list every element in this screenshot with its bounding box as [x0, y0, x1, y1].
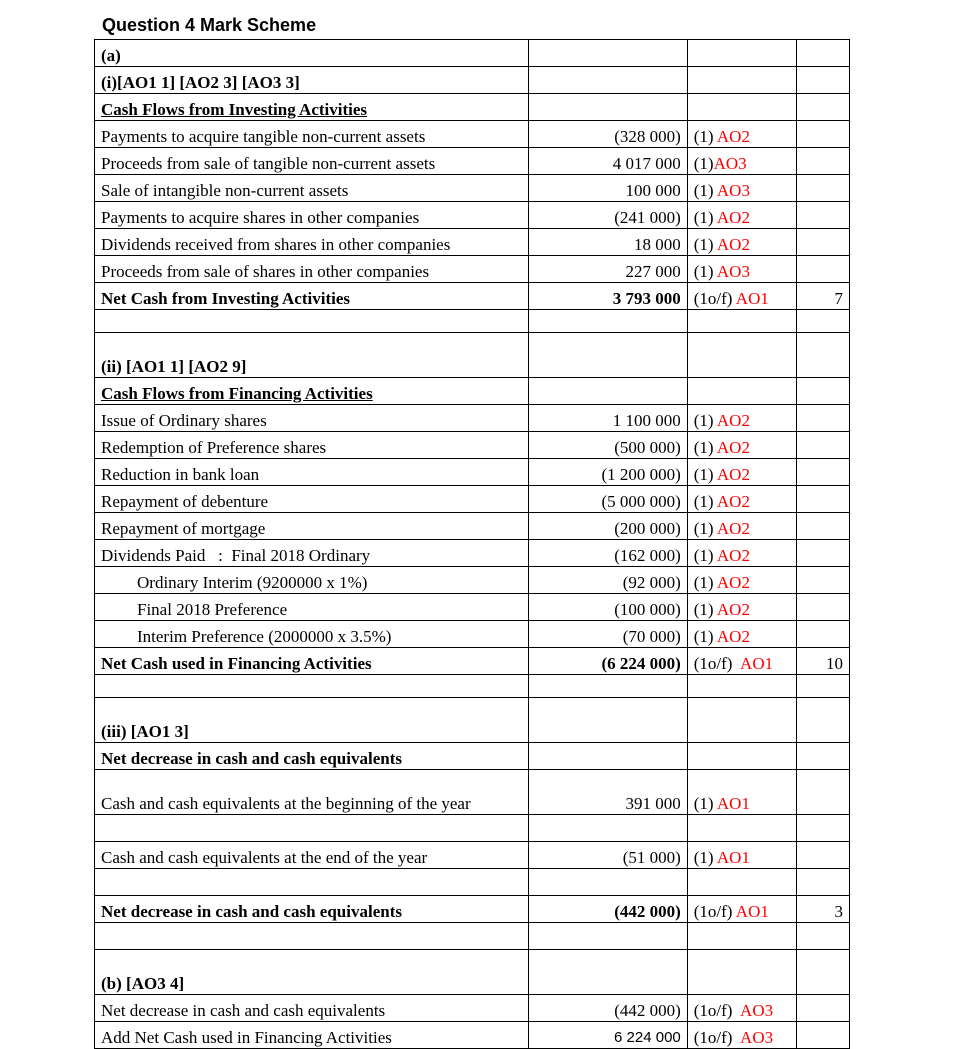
row-amount: 1 100 000	[528, 405, 687, 432]
row-label: Redemption of Preference shares	[95, 432, 529, 459]
ao-code: AO2	[716, 208, 750, 227]
spacer-row	[95, 923, 850, 950]
row-amount: 391 000	[528, 770, 687, 815]
row-label: Final 2018 Preference	[95, 594, 529, 621]
table-row	[95, 229, 850, 256]
total-mark: (1o/f) AO1	[687, 648, 796, 675]
row-label: Net decrease in cash and cash equivalents	[95, 995, 529, 1022]
ao-code: AO1	[740, 654, 774, 673]
section-i-heading-row	[95, 94, 850, 121]
row-mark: (1) AO2	[687, 121, 796, 148]
row-label: Reduction in bank loan	[95, 459, 529, 486]
row-mark: (1) AO2	[687, 513, 796, 540]
table-row	[95, 1022, 850, 1049]
row-mark: (1) AO2	[687, 594, 796, 621]
row-mark: (1o/f) AO3	[687, 995, 796, 1022]
spacer-row	[95, 310, 850, 333]
row-amount: (5 000 000)	[528, 486, 687, 513]
ao-code: AO3	[740, 1028, 774, 1047]
row-mark: (1o/f) AO3	[687, 1022, 796, 1049]
row-amount: 18 000	[528, 229, 687, 256]
table-row	[95, 842, 850, 869]
table-row	[95, 486, 850, 513]
ao-code: AO2	[716, 546, 750, 565]
ao-code: AO3	[740, 1001, 774, 1020]
table-row	[95, 770, 850, 815]
total-row	[95, 283, 850, 310]
ao-code: AO2	[716, 127, 750, 146]
section-ii-header-row	[95, 333, 850, 378]
section-iii-heading-row	[95, 743, 850, 770]
table-row	[95, 148, 850, 175]
section-marks: 10	[796, 648, 849, 675]
section-ii-heading: Cash Flows from Financing Activities	[95, 378, 529, 405]
row-mark: (1) AO2	[687, 621, 796, 648]
ao-code: AO1	[716, 848, 750, 867]
ao-code: AO2	[716, 235, 750, 254]
row-mark: (1) AO2	[687, 459, 796, 486]
row-amount: (442 000)	[528, 995, 687, 1022]
row-mark: (1) AO2	[687, 405, 796, 432]
mark-scheme-table	[94, 39, 850, 1049]
row-mark: (1) AO2	[687, 567, 796, 594]
section-marks: 3	[796, 896, 849, 923]
table-row	[95, 459, 850, 486]
section-ii-header: (ii) [AO1 1] [AO2 9]	[95, 333, 529, 378]
total-mark: (1o/f) AO1	[687, 896, 796, 923]
total-amount: (6 224 000)	[528, 648, 687, 675]
row-label: Cash and cash equivalents at the beginning of the year	[95, 770, 529, 815]
total-mark: (1o/f) AO1	[687, 283, 796, 310]
section-b-header-row	[95, 950, 850, 995]
ao-code: AO2	[716, 465, 750, 484]
row-mark: (1) AO2	[687, 229, 796, 256]
row-label: Ordinary Interim (9200000 x 1%)	[95, 567, 529, 594]
row-amount: (92 000)	[528, 567, 687, 594]
ao-code: AO2	[716, 411, 750, 430]
row-amount: (200 000)	[528, 513, 687, 540]
section-ii-heading-row	[95, 378, 850, 405]
part-a-label: (a)	[95, 40, 529, 67]
table-row	[95, 513, 850, 540]
row-amount: (70 000)	[528, 621, 687, 648]
row-mark: (1) AO2	[687, 486, 796, 513]
row-label: Add Net Cash used in Financing Activities	[95, 1022, 529, 1049]
row-label: Issue of Ordinary shares	[95, 405, 529, 432]
total-label: Net Cash used in Financing Activities	[95, 648, 529, 675]
ao-code: AO2	[716, 519, 750, 538]
total-amount: 3 793 000	[528, 283, 687, 310]
row-label: Repayment of mortgage	[95, 513, 529, 540]
table-row	[95, 121, 850, 148]
table-row	[95, 256, 850, 283]
row-label: Payments to acquire tangible non-current assets	[95, 121, 529, 148]
table-row	[95, 594, 850, 621]
table-row	[95, 175, 850, 202]
ao-code: AO1	[735, 902, 769, 921]
row-amount: (162 000)	[528, 540, 687, 567]
section-marks: 7	[796, 283, 849, 310]
row-label: Dividends received from shares in other companies	[95, 229, 529, 256]
ao-code: AO3	[716, 262, 750, 281]
total-amount: (442 000)	[528, 896, 687, 923]
row-amount: (100 000)	[528, 594, 687, 621]
row-amount: 6 224 000	[528, 1022, 687, 1049]
ao-code: AO2	[716, 492, 750, 511]
row-amount: 227 000	[528, 256, 687, 283]
total-label: Net Cash from Investing Activities	[95, 283, 529, 310]
row-label: Interim Preference (2000000 x 3.5%)	[95, 621, 529, 648]
section-i-heading: Cash Flows from Investing Activities	[95, 94, 529, 121]
ao-code: AO3	[713, 154, 747, 173]
total-label: Net decrease in cash and cash equivalents	[95, 896, 529, 923]
table-row	[95, 621, 850, 648]
row-label: Proceeds from sale of shares in other companies	[95, 256, 529, 283]
row-mark: (1) AO2	[687, 202, 796, 229]
table-row	[95, 405, 850, 432]
row-mark: (1) AO2	[687, 432, 796, 459]
section-i-header: (i)[AO1 1] [AO2 3] [AO3 3]	[95, 67, 529, 94]
row-mark: (1) AO2	[687, 540, 796, 567]
row-mark: (1) AO3	[687, 175, 796, 202]
row-mark: (1) AO3	[687, 256, 796, 283]
ao-code: AO1	[735, 289, 769, 308]
row-amount: 100 000	[528, 175, 687, 202]
section-iii-header-row	[95, 698, 850, 743]
ao-code: AO2	[716, 600, 750, 619]
row-amount: (51 000)	[528, 842, 687, 869]
row-label: Dividends Paid : Final 2018 Ordinary	[95, 540, 529, 567]
total-row	[95, 896, 850, 923]
part-a-row	[95, 40, 850, 67]
spacer-row	[95, 869, 850, 896]
spacer-row	[95, 675, 850, 698]
row-label: Sale of intangible non-current assets	[95, 175, 529, 202]
row-label: Payments to acquire shares in other companies	[95, 202, 529, 229]
section-iii-heading: Net decrease in cash and cash equivalents	[95, 743, 529, 770]
ao-code: AO2	[716, 438, 750, 457]
row-label: Proceeds from sale of tangible non-current assets	[95, 148, 529, 175]
ao-code: AO3	[716, 181, 750, 200]
table-row	[95, 995, 850, 1022]
row-mark: (1) AO1	[687, 770, 796, 815]
section-b-header: (b) [AO3 4]	[95, 950, 529, 995]
row-amount: (500 000)	[528, 432, 687, 459]
section-i-header-row	[95, 67, 850, 94]
ao-code: AO2	[716, 573, 750, 592]
table-row	[95, 540, 850, 567]
row-amount: (328 000)	[528, 121, 687, 148]
row-label: Cash and cash equivalents at the end of the year	[95, 842, 529, 869]
section-iii-header: (iii) [AO1 3]	[95, 698, 529, 743]
row-amount: 4 017 000	[528, 148, 687, 175]
row-mark: (1)AO3	[687, 148, 796, 175]
ao-code: AO1	[716, 794, 750, 813]
total-row	[95, 648, 850, 675]
table-row	[95, 432, 850, 459]
row-mark: (1) AO1	[687, 842, 796, 869]
row-amount: (1 200 000)	[528, 459, 687, 486]
table-row	[95, 567, 850, 594]
row-amount: (241 000)	[528, 202, 687, 229]
table-row	[95, 202, 850, 229]
spacer-row	[95, 815, 850, 842]
row-label: Repayment of debenture	[95, 486, 529, 513]
ao-code: AO2	[716, 627, 750, 646]
page-title: Question 4 Mark Scheme	[102, 15, 317, 35]
